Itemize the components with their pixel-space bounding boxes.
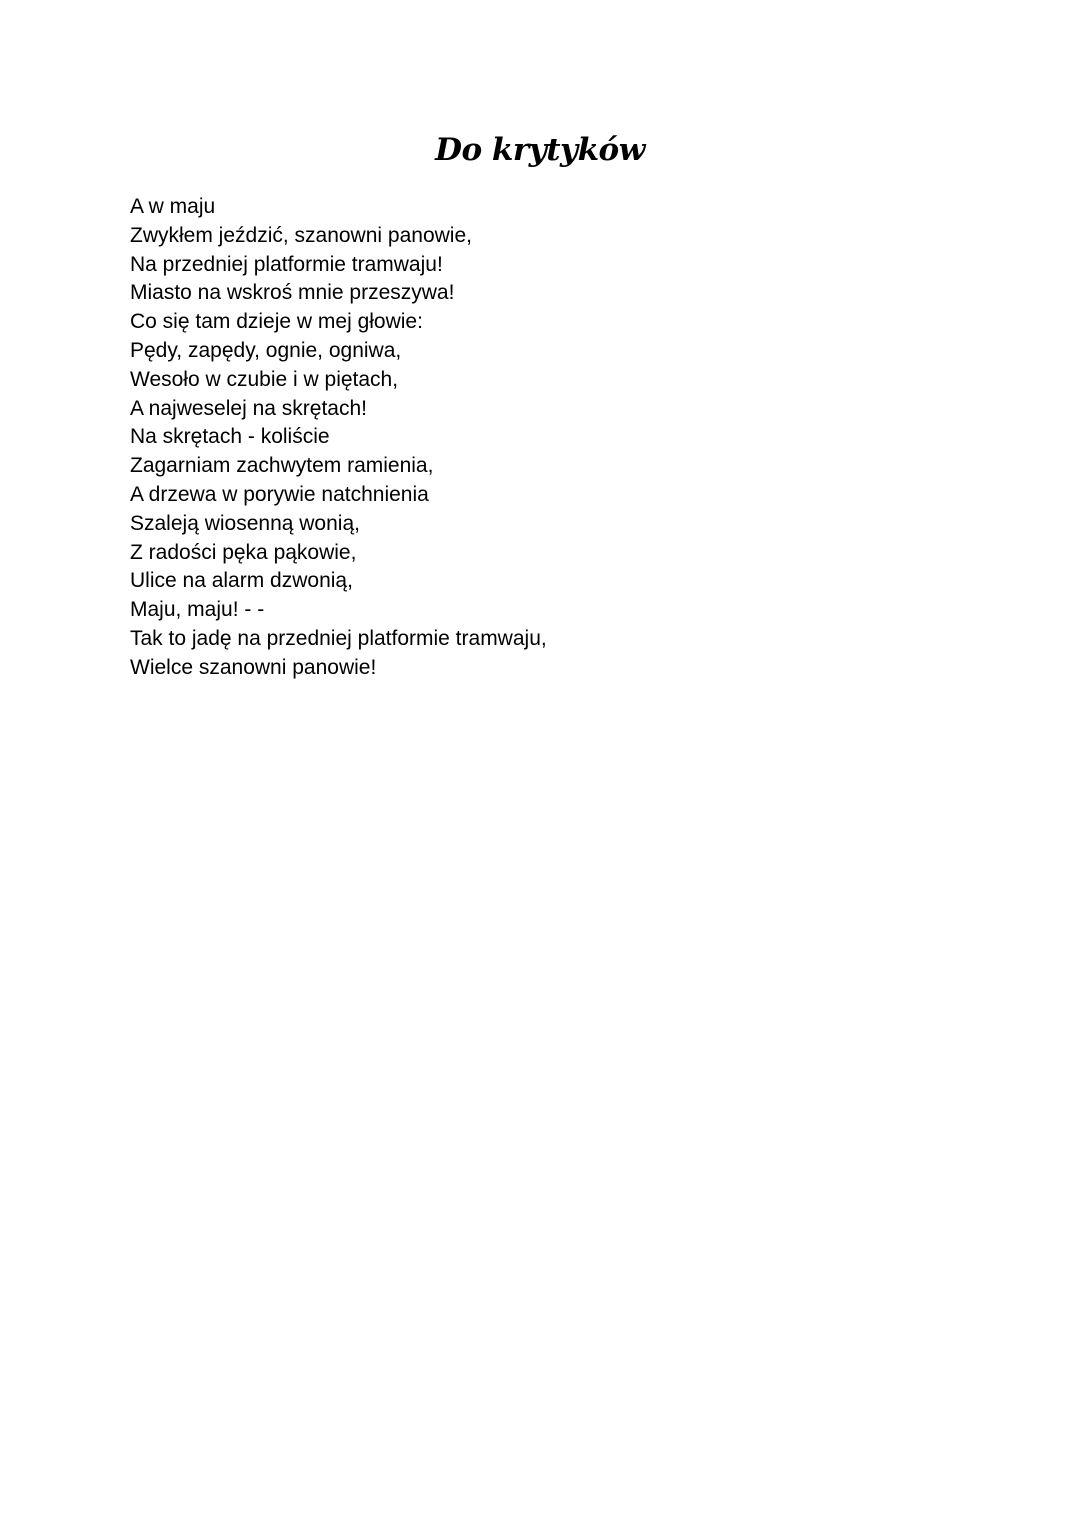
poem-line: Zagarniam zachwytem ramienia,	[130, 454, 434, 478]
poem-line: A w maju	[130, 195, 216, 218]
poem-line: Szaleją wiosenną wonią,	[130, 511, 360, 535]
poem-line: Zwykłem jeździć, szanowni panowie,	[130, 223, 472, 247]
poem-line: Ulice na alarm dzwonią,	[130, 569, 353, 593]
poem-line: Miasto na wskroś mnie przeszywa!	[130, 281, 455, 305]
poem-body	[130, 193, 930, 683]
poem-line: Tak to jadę na przedniej platformie tramwaju,	[130, 626, 547, 650]
poem-line: Na przedniej platformie tramwaju!	[130, 252, 443, 276]
poem-line: Pędy, zapędy, ognie, ogniwa,	[130, 338, 402, 362]
poem-title: Do krytyków	[435, 132, 645, 168]
poem-line: Co się tam dzieje w mej głowie:	[130, 310, 423, 334]
poem-line: Wesoło w czubie i w piętach,	[130, 367, 399, 391]
poem-line: Na skrętach - koliście	[130, 425, 330, 449]
poem-line: A najweselej na skrętach!	[130, 396, 367, 420]
poem-line: Z radości pęka pąkowie,	[130, 540, 357, 564]
poem-line: A drzewa w porywie natchnienia	[130, 482, 429, 506]
poem-line: Wielce szanowni panowie!	[130, 655, 377, 679]
poem-line: Maju, maju! - -	[130, 598, 265, 622]
